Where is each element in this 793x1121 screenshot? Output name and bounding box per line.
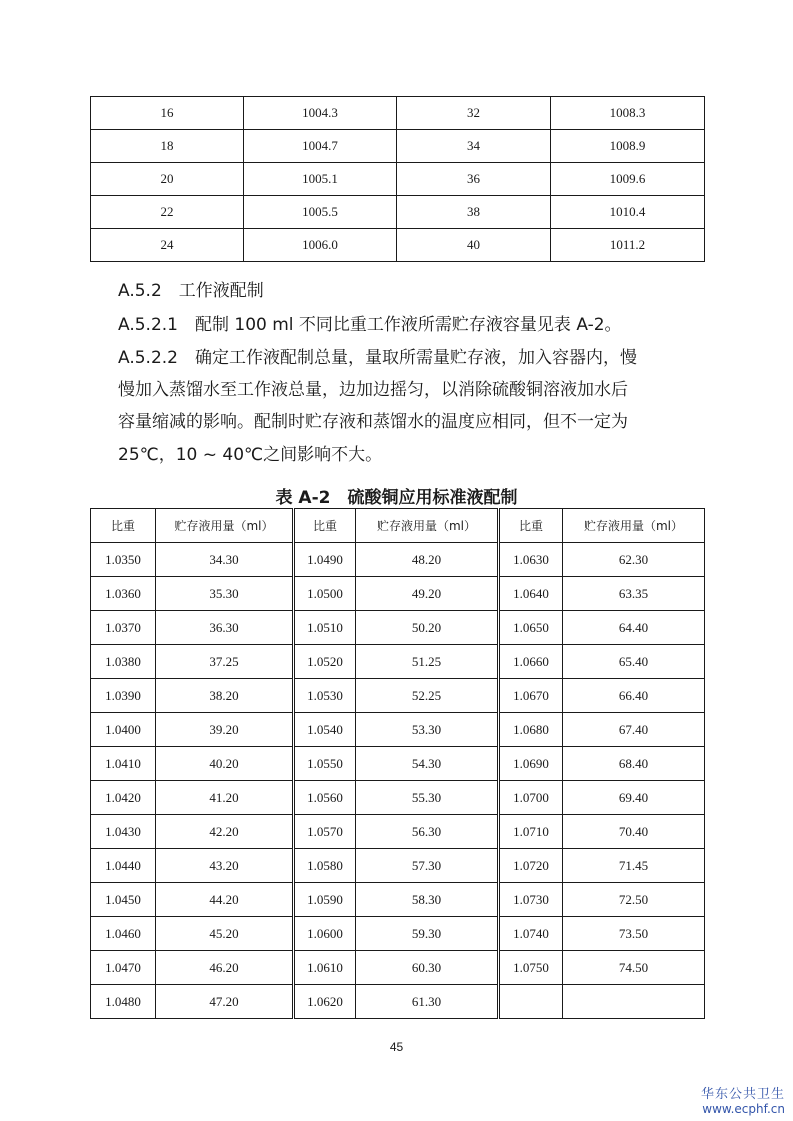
table-row <box>91 163 705 196</box>
table-cell: 39.20 <box>156 713 294 747</box>
table-cell: 1011.2 <box>551 229 705 262</box>
table-cell: 1.0440 <box>91 849 156 883</box>
table-cell: 61.30 <box>356 985 499 1019</box>
table-cell: 1005.1 <box>244 163 397 196</box>
table-cell: 1.0750 <box>499 951 563 985</box>
table-cell: 45.20 <box>156 917 294 951</box>
table-cell: 1.0430 <box>91 815 156 849</box>
table-cell: 40.20 <box>156 747 294 781</box>
table-cell: 24 <box>91 229 244 262</box>
table-row <box>91 917 705 951</box>
table-cell: 38 <box>397 196 551 229</box>
table-cell: 1.0580 <box>294 849 356 883</box>
table-cell: 66.40 <box>563 679 705 713</box>
specific-gravity-table-continued <box>90 96 705 262</box>
table-cell: 1005.5 <box>244 196 397 229</box>
table-cell: 62.30 <box>563 543 705 577</box>
table-cell <box>499 985 563 1019</box>
table-cell: 1008.3 <box>551 97 705 130</box>
table-cell: 49.20 <box>356 577 499 611</box>
table-cell: 1.0590 <box>294 883 356 917</box>
table-row <box>91 645 705 679</box>
table-cell: 69.40 <box>563 781 705 815</box>
table-cell: 1009.6 <box>551 163 705 196</box>
table-row <box>91 747 705 781</box>
table-cell: 1004.3 <box>244 97 397 130</box>
table-cell: 1.0680 <box>499 713 563 747</box>
table-cell: 40 <box>397 229 551 262</box>
table-cell: 71.45 <box>563 849 705 883</box>
table-row <box>91 229 705 262</box>
paragraph-a-5-2-1: A.5.2.1 配制 100 ml 不同比重工作液所需贮存液容量见表 A-2。 <box>118 315 622 335</box>
table-cell: 1.0490 <box>294 543 356 577</box>
table-cell: 72.50 <box>563 883 705 917</box>
table-cell: 18 <box>91 130 244 163</box>
table-cell: 52.25 <box>356 679 499 713</box>
column-header: 贮存液用量（ml） <box>356 509 499 543</box>
table-header-row <box>91 509 705 543</box>
table-cell: 1.0540 <box>294 713 356 747</box>
table-cell: 36.30 <box>156 611 294 645</box>
table-cell: 1.0700 <box>499 781 563 815</box>
table-cell: 74.50 <box>563 951 705 985</box>
table-row <box>91 679 705 713</box>
table-row <box>91 883 705 917</box>
table-cell: 48.20 <box>356 543 499 577</box>
table-row <box>91 985 705 1019</box>
table-row <box>91 611 705 645</box>
table-cell: 35.30 <box>156 577 294 611</box>
table-cell: 1008.9 <box>551 130 705 163</box>
section-heading-a-5-2: A.5.2 工作液配制 <box>118 281 264 301</box>
site-watermark <box>701 1088 785 1117</box>
table-cell: 50.20 <box>356 611 499 645</box>
table-cell: 1.0390 <box>91 679 156 713</box>
table-cell: 1.0370 <box>91 611 156 645</box>
table-cell: 1.0480 <box>91 985 156 1019</box>
column-header: 贮存液用量（ml） <box>563 509 705 543</box>
table-row <box>91 543 705 577</box>
table-cell: 34.30 <box>156 543 294 577</box>
table-cell: 59.30 <box>356 917 499 951</box>
table-cell <box>563 985 705 1019</box>
table-cell: 37.25 <box>156 645 294 679</box>
table-cell: 36 <box>397 163 551 196</box>
table-cell: 1.0640 <box>499 577 563 611</box>
copper-sulfate-standard-table <box>90 508 705 1019</box>
table-cell: 1.0510 <box>294 611 356 645</box>
table-cell: 1.0450 <box>91 883 156 917</box>
table-cell: 1010.4 <box>551 196 705 229</box>
table-cell: 1.0670 <box>499 679 563 713</box>
watermark-title: 华东公共卫生 <box>700 1087 785 1102</box>
table-cell: 60.30 <box>356 951 499 985</box>
table-cell: 1.0600 <box>294 917 356 951</box>
table-cell: 53.30 <box>356 713 499 747</box>
table-cell: 32 <box>397 97 551 130</box>
table-cell: 1.0710 <box>499 815 563 849</box>
table-cell: 22 <box>91 196 244 229</box>
table-cell: 64.40 <box>563 611 705 645</box>
table-row <box>91 713 705 747</box>
table-cell: 68.40 <box>563 747 705 781</box>
table-cell: 1.0550 <box>294 747 356 781</box>
table-cell: 67.40 <box>563 713 705 747</box>
table-row <box>91 196 705 229</box>
table-cell: 70.40 <box>563 815 705 849</box>
table-cell: 1.0520 <box>294 645 356 679</box>
table-cell: 73.50 <box>563 917 705 951</box>
table-cell: 1.0730 <box>499 883 563 917</box>
paragraph-a-5-2-2-line-2: 慢加入蒸馏水至工作液总量，边加边摇匀，以消除硫酸铜溶液加水后 <box>118 380 628 400</box>
table-cell: 1.0470 <box>91 951 156 985</box>
page-number: 45 <box>389 1040 404 1054</box>
table-cell: 1.0350 <box>91 543 156 577</box>
table-cell: 1.0500 <box>294 577 356 611</box>
table-cell: 1.0660 <box>499 645 563 679</box>
table-cell: 56.30 <box>356 815 499 849</box>
table-cell: 1006.0 <box>244 229 397 262</box>
table-cell: 44.20 <box>156 883 294 917</box>
table-row <box>91 849 705 883</box>
table-cell: 38.20 <box>156 679 294 713</box>
paragraph-a-5-2-2-line-4: 25℃，10 ~ 40℃之间影响不大。 <box>118 445 383 465</box>
table-cell: 1.0380 <box>91 645 156 679</box>
table-cell: 57.30 <box>356 849 499 883</box>
table-row <box>91 951 705 985</box>
table-cell: 16 <box>91 97 244 130</box>
table-cell: 1.0610 <box>294 951 356 985</box>
table-cell: 1.0620 <box>294 985 356 1019</box>
table-cell: 1.0360 <box>91 577 156 611</box>
paragraph-a-5-2-2-line-3: 容量缩减的影响。配制时贮存液和蒸馏水的温度应相同，但不一定为 <box>118 412 628 432</box>
table-cell: 43.20 <box>156 849 294 883</box>
column-header: 比重 <box>294 509 356 543</box>
table-cell: 1.0720 <box>499 849 563 883</box>
column-header: 比重 <box>499 509 563 543</box>
table-cell: 1.0690 <box>499 747 563 781</box>
table-cell: 1.0460 <box>91 917 156 951</box>
paragraph-a-5-2-2-line-1: A.5.2.2 确定工作液配制总量，量取所需量贮存液，加入容器内，慢 <box>118 348 637 368</box>
table-cell: 20 <box>91 163 244 196</box>
table-cell: 46.20 <box>156 951 294 985</box>
table-row <box>91 577 705 611</box>
table-cell: 1.0740 <box>499 917 563 951</box>
table-row <box>91 781 705 815</box>
table-cell: 1.0530 <box>294 679 356 713</box>
table-cell: 54.30 <box>356 747 499 781</box>
table-cell: 65.40 <box>563 645 705 679</box>
table-row <box>91 97 705 130</box>
table-cell: 47.20 <box>156 985 294 1019</box>
table-cell: 42.20 <box>156 815 294 849</box>
table-cell: 1.0410 <box>91 747 156 781</box>
table-cell: 63.35 <box>563 577 705 611</box>
table-cell: 1.0420 <box>91 781 156 815</box>
table-row <box>91 815 705 849</box>
column-header: 比重 <box>91 509 156 543</box>
table-cell: 1.0400 <box>91 713 156 747</box>
table-cell: 51.25 <box>356 645 499 679</box>
table-caption: 表 A-2 硫酸铜应用标准液配制 <box>275 488 518 508</box>
table-cell: 1.0630 <box>499 543 563 577</box>
table-cell: 41.20 <box>156 781 294 815</box>
table-cell: 1004.7 <box>244 130 397 163</box>
table-cell: 1.0570 <box>294 815 356 849</box>
table-cell: 58.30 <box>356 883 499 917</box>
watermark-url: www.ecphf.cn <box>702 1101 785 1116</box>
column-header: 贮存液用量（ml） <box>156 509 294 543</box>
table-cell: 55.30 <box>356 781 499 815</box>
table-row <box>91 130 705 163</box>
table-cell: 1.0650 <box>499 611 563 645</box>
table-cell: 1.0560 <box>294 781 356 815</box>
table-cell: 34 <box>397 130 551 163</box>
